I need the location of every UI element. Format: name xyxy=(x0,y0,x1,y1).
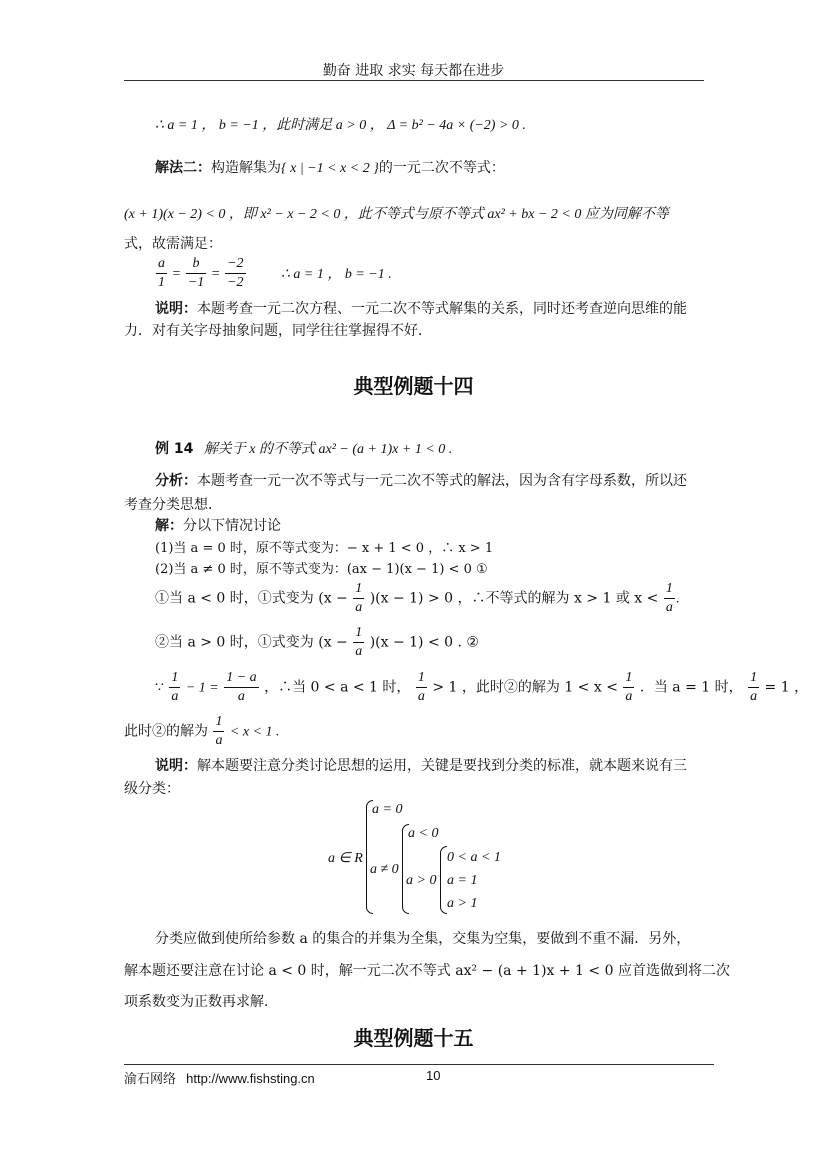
method2-set: { x | −1 < x < 2 } xyxy=(281,161,379,176)
fraction-1-over-a: $\frac{1}{a}$ xyxy=(355,581,363,615)
solution-text: 分以下情况讨论 xyxy=(183,518,281,534)
because-line: ∵ $\frac{1}{a}$ − 1 = $\frac{1 - a}{a}$ ，∴当 0 < a < 1 时， $\frac{1}{a}$ > 1 ，此时②的解为 1 < x < $\frac{1}{a}$ ．当 a = 1 时， $\frac{1}{a}$ = 1 ， xyxy=(155,670,809,704)
fraction-b-over-neg1: $\frac{b}{-1}$ xyxy=(187,256,205,290)
fraction-1-over-a: $\frac{1}{a}$ xyxy=(750,670,758,704)
final-line2: 解本题还要注意在讨论 a < 0 时，解一元二次不等式 ax² − (a + 1)x + 1 < 0 应首选做到将二次 xyxy=(124,963,730,979)
fraction-1-over-a: $\frac{1}{a}$ xyxy=(215,714,223,748)
tree-g1: 0 < a < 1 xyxy=(447,850,501,865)
note1-line2: 力．对有关字母抽象问题，同学往往掌握得不好． xyxy=(124,323,432,339)
analysis-text: 本题考查一元一次不等式与一元二次不等式的解法，因为含有字母系数，所以还 xyxy=(197,473,687,489)
note1-text: 本题考查一元二次方程、一元二次不等式解集的关系，同时还考查逆向思维的能 xyxy=(197,301,687,317)
fraction-a-over-1: $\frac{a}{1}$ xyxy=(158,256,165,290)
subcase1-line: ①当 a < 0 时，①式变为 (x − $\frac{1}{a}$ )(x − 1) > 0 ，∴不等式的解为 x > 1 或 x < $\frac{1}{a}$ . xyxy=(155,581,680,615)
method2-label: 解法二： xyxy=(155,160,211,176)
fraction-1-over-a: $\frac{1}{a}$ xyxy=(417,670,425,704)
footer-url[interactable]: http://www.fishsting.cn xyxy=(186,1071,315,1086)
ratio-result: ∴ a = 1 ， b = −1 . xyxy=(280,266,392,282)
fraction-1-minus-a-over-a: $\frac{1 - a}{a}$ xyxy=(226,670,257,704)
example14-line xyxy=(155,438,452,458)
section-heading-15: 典型例题十五 xyxy=(353,1026,474,1050)
final-line3: 项系数变为正数再求解． xyxy=(124,994,278,1010)
fraction-1-over-a: $\frac{1}{a}$ xyxy=(665,581,673,615)
note2-text: 解本题要注意分类讨论思想的运用，关键是要找到分类的标准，就本题来说有三 xyxy=(197,758,687,774)
subcase1-text-b: )(x − 1) > 0 ，∴不等式的解为 x > 1 或 x < xyxy=(369,590,659,607)
case2-line: (2)当 a ≠ 0 时，原不等式变为：(ax − 1)(x − 1) < 0 ① xyxy=(155,562,488,577)
tree-root: a ∈ R xyxy=(328,851,363,866)
result-line: ∴ a = 1 ， b = −1 ，此时满足 a > 0 ， Δ = b² − 4a × (−2) > 0 . xyxy=(155,118,526,133)
tree-g2: a = 1 xyxy=(447,873,478,888)
method2-text-a: 构造解集为 xyxy=(211,160,281,176)
condition-line: 式，故需满足： xyxy=(124,236,222,252)
subcase2-text-b: )(x − 1) < 0 . ② xyxy=(369,634,479,651)
page-number: 10 xyxy=(426,1068,441,1083)
subcase1-text-a: ①当 a < 0 时，①式变为 (x − xyxy=(155,590,348,607)
note2-label: 说明： xyxy=(155,758,197,774)
note1-line1 xyxy=(155,298,687,318)
footer-site: 渝石网络 xyxy=(124,1072,177,1087)
fraction-1-over-a: $\frac{1}{a}$ xyxy=(625,670,633,704)
page-header: 勤奋 进取 求实 每天都在进步 xyxy=(322,63,505,79)
note2-line2: 级分类： xyxy=(124,781,180,797)
subcase2-text-a: ②当 a > 0 时，①式变为 (x − xyxy=(155,634,348,651)
equiv-inequality-line: (x + 1)(x − 2) < 0 ，即 x² − x − 2 < 0 ，此不等式与原不等式 ax² + bx − 2 < 0 应为同解不等 xyxy=(124,207,669,222)
ratio-line: $\frac{a}{1}$ = $\frac{b}{-1}$ = $\frac{-2}{-2}$ ∴ a = 1 ， b = −1 . xyxy=(158,256,392,290)
note2-line1 xyxy=(155,755,687,775)
header-rule xyxy=(124,80,704,81)
tree-a-eq-0: a = 0 xyxy=(372,802,403,817)
tree-a-gt-0: a > 0 xyxy=(406,873,437,888)
example14-text: 解关于 x 的不等式 ax² − (a + 1)x + 1 < 0 . xyxy=(203,442,453,457)
fraction-neg2-over-neg2: $\frac{-2}{-2}$ xyxy=(227,256,244,290)
footer-left xyxy=(124,1068,315,1087)
fraction-1-over-a: $\frac{1}{a}$ xyxy=(355,625,363,659)
solution-label: 解： xyxy=(155,518,183,534)
then-line: 此时②的解为 $\frac{1}{a}$ < x < 1 . xyxy=(124,714,280,748)
analysis-label: 分析： xyxy=(155,473,197,489)
footer-rule xyxy=(124,1064,714,1065)
tree-a-lt-0: a < 0 xyxy=(408,826,439,841)
tree-brace-3 xyxy=(440,846,447,914)
method2-text-b: 的一元二次不等式： xyxy=(378,160,505,176)
tree-a-ne-0: a ≠ 0 xyxy=(370,862,399,877)
method2-line xyxy=(155,157,505,177)
analysis-line1 xyxy=(155,470,687,490)
tree-g3: a > 1 xyxy=(447,896,478,911)
section-heading-14: 典型例题十四 xyxy=(353,374,474,398)
analysis-line2: 考查分类思想． xyxy=(124,497,222,513)
note1-label: 说明： xyxy=(155,301,197,317)
final-line1: 分类应做到使所给参数 a 的集合的并集为全集，交集为空集，要做到不重不漏．另外， xyxy=(155,931,691,947)
solution-line xyxy=(155,515,281,535)
fraction-1-over-a: $\frac{1}{a}$ xyxy=(171,670,179,704)
subcase2-line xyxy=(155,624,479,661)
example14-label: 例 14 xyxy=(155,441,194,457)
case1-line: (1)当 a = 0 时，原不等式变为：− x + 1 < 0 ，∴ x > 1 xyxy=(155,541,494,556)
